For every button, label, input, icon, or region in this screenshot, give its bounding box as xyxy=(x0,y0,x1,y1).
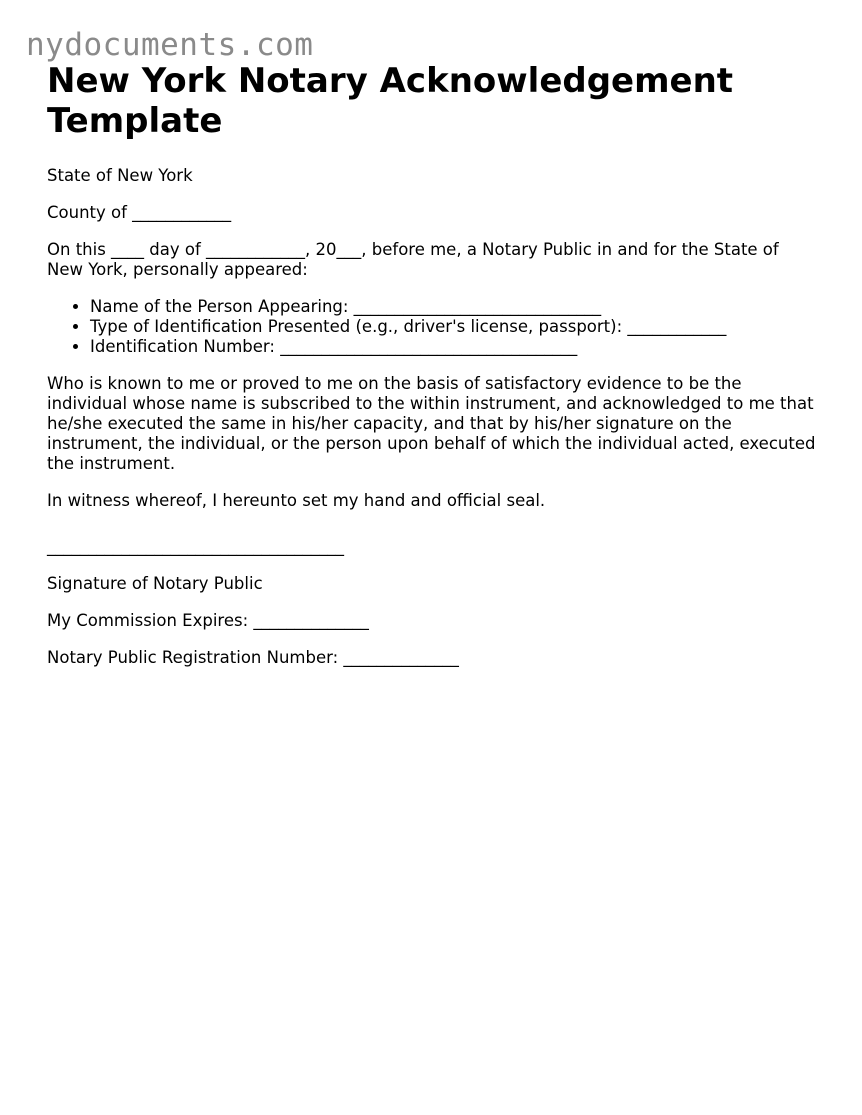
list-item: • Type of Identification Presented (e.g., driver's license, passport): ____________ xyxy=(90,317,817,337)
county-line: County of ____________ xyxy=(47,203,232,222)
signature-label: Signature of Notary Public xyxy=(47,574,263,593)
list-item: • Identification Number: ____________________________________ xyxy=(90,337,817,357)
identification-fields-list xyxy=(47,297,817,357)
document-title: New York Notary Acknowledgement Template xyxy=(47,61,734,141)
document-body xyxy=(47,61,817,668)
signature-line: ____________________________________ xyxy=(47,537,344,556)
site-watermark: nydocuments.com xyxy=(26,27,314,63)
state-line: State of New York xyxy=(47,166,193,185)
intro-paragraph: On this ____ day of ____________, 20___, before me, a Notary Public in and for the State of New York, personally appeared: xyxy=(47,240,779,279)
acknowledgement-paragraph: Who is known to me or proved to me on the basis of satisfactory evidence to be the individual whose name is subscribed to the within instrument, and acknowledged to me that he/she executed the same in his/her capacity, and that by his/her signature on the instrument, the individual, or the person upon behalf of which the individual acted, executed the instrument. xyxy=(47,374,816,473)
list-item: • Name of the Person Appearing: ______________________________ xyxy=(90,297,817,317)
witness-statement: In witness whereof, I hereunto set my hand and official seal. xyxy=(47,491,546,510)
commission-expires-line: My Commission Expires: ______________ xyxy=(47,611,369,630)
registration-number-line: Notary Public Registration Number: ______________ xyxy=(47,648,459,667)
